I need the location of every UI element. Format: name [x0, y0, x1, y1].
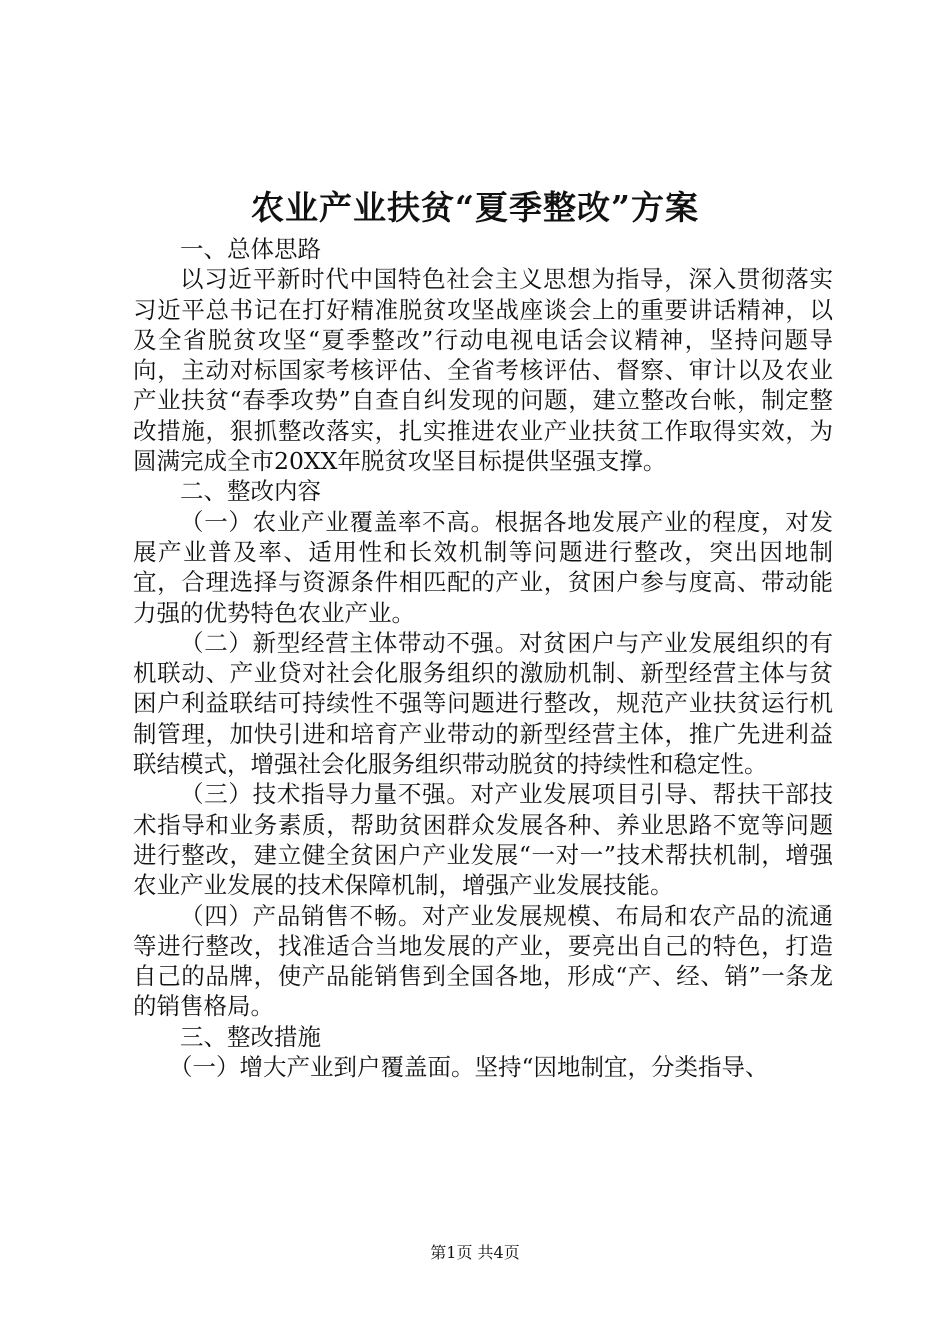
page-footer: 第1页 共4页	[430, 1243, 520, 1262]
list-item: （一）增大产业到户覆盖面。坚持“因地制宜，分类指导、	[169, 1053, 769, 1082]
document-title: 农业产业扶贫“夏季整改”方案	[251, 188, 699, 227]
section-heading: 一、总体思路	[180, 235, 321, 263]
document-body	[133, 234, 833, 1082]
section-heading: 三、整改措施	[180, 1022, 321, 1051]
list-item: （一）农业产业覆盖率不高。根据各地发展产业的程度，对发展产业普及率、适用性和长效机制等问题进行整改，突出因地制宜，合理选择与资源条件相匹配的产业，贫困户参与度高、带动能力强的优势特色农业产业。	[133, 507, 833, 627]
list-item: （四）产品销售不畅。对产业发展规模、布局和农产品的流通等进行整改，找准适合当地发展的产业，要亮出自己的特色，打造自己的品牌，使产品能销售到全国各地，形成“产、经、销”一条龙的销售格局。	[133, 901, 833, 1021]
list-item: （三）技术指导力量不强。对产业发展项目引导、帮扶干部技术指导和业务素质，帮助贫困群众发展各种、养业思路不宽等问题进行整改，建立健全贫困户产业发展“一对一”技术帮扶机制，增强农业产业发展的技术保障机制，增强产业发展技能。	[133, 780, 833, 900]
section-heading: 二、整改内容	[180, 477, 321, 506]
list-item: （二）新型经营主体带动不强。对贫困户与产业发展组织的有机联动、产业贷对社会化服务组织的激励机制、新型经营主体与贫困户利益联结可持续性不强等问题进行整改，规范产业扶贫运行机制管理，加快引进和培育产业带动的新型经营主体，推广先进利益联结模式，增强社会化服务组织带动脱贫的持续性和稳定性。	[133, 628, 833, 779]
body-paragraph: 以习近平新时代中国特色社会主义思想为指导，深入贯彻落实习近平总书记在打好精准脱贫攻坚战座谈会上的重要讲话精神，以及全省脱贫攻坚“夏季整改”行动电视电话会议精神，坚持问题导向，主动对标国家考核评估、全省考核评估、督察、审计以及农业产业扶贫“春季攻势”自查自纠发现的问题，建立整改台帐，制定整改措施，狠抓整改落实，扎实推进农业产业扶贫工作取得实效，为圆满完成全市20XX年脱贫攻坚目标提供坚强支撑。	[133, 265, 833, 476]
